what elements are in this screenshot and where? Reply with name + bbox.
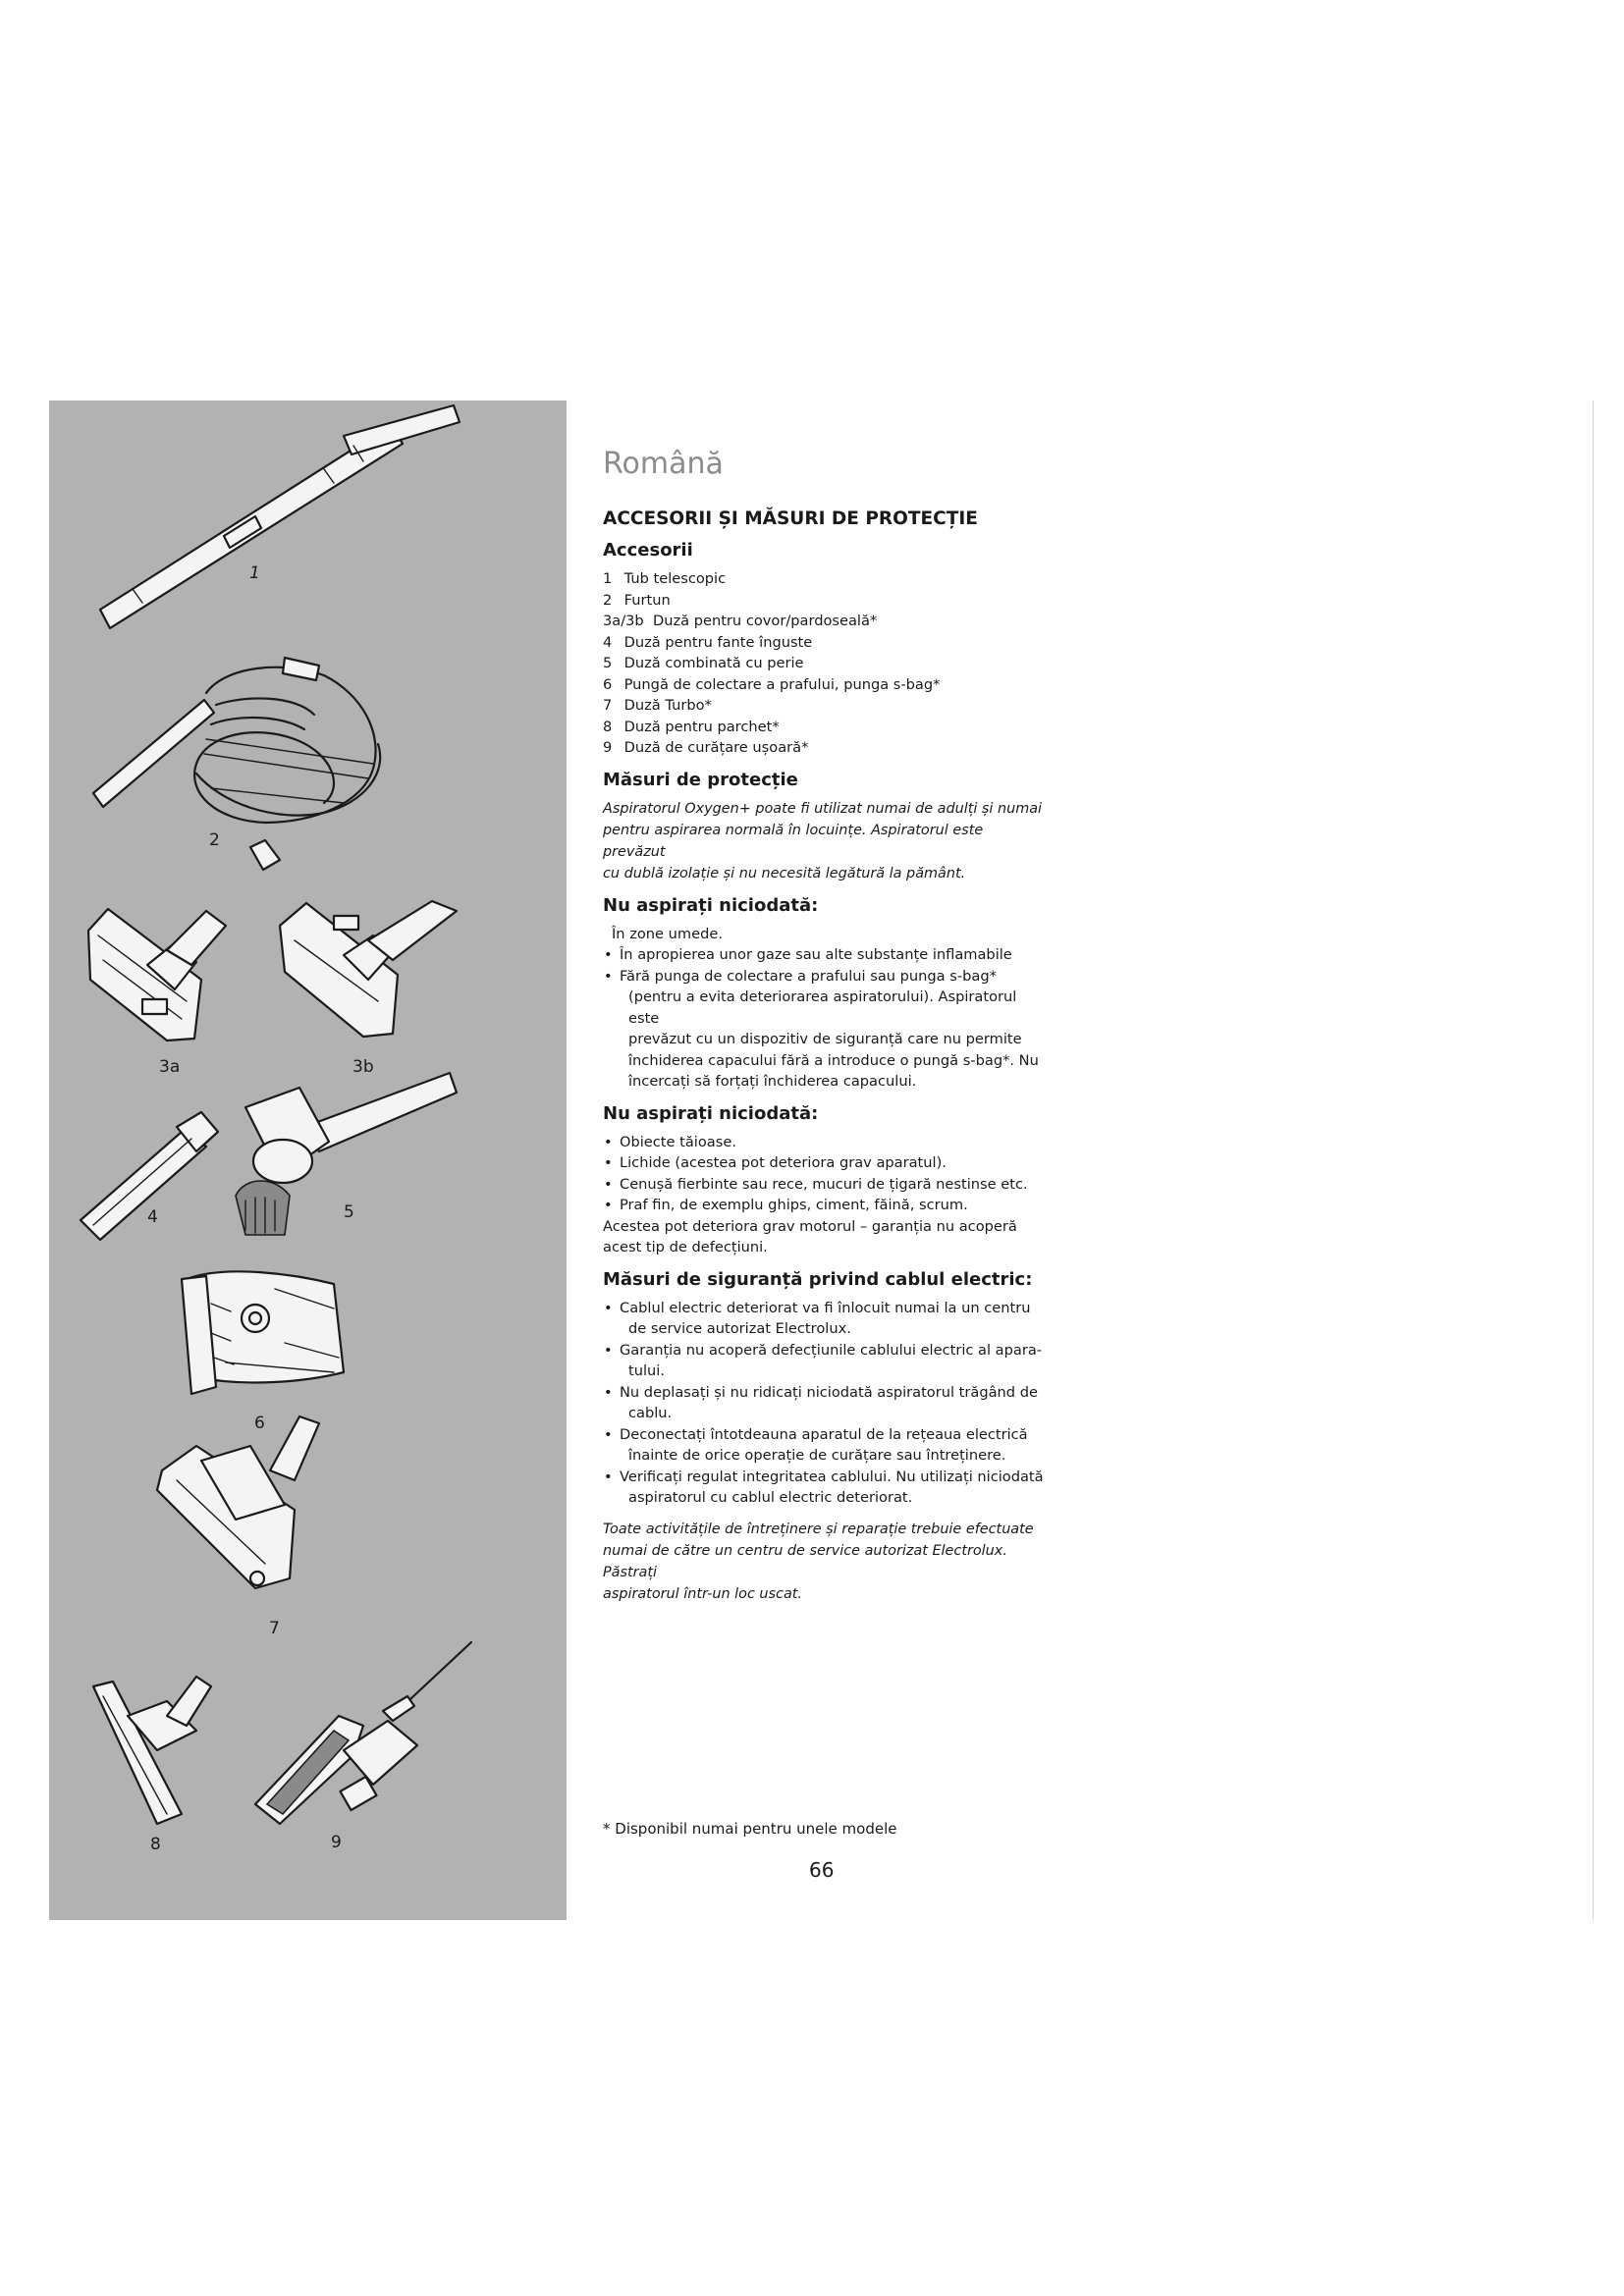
figure-label-6: 6 — [254, 1414, 265, 1433]
accessory-item: 3a/3b Duză pentru covor/pardoseală* — [603, 613, 878, 629]
page-number: 66 — [809, 1858, 835, 1882]
accessory-item: 2 Furtun — [603, 591, 671, 609]
list-item: • Fără punga de colectare a prafului sau punga s-bag* (pentru a evita deteriorarea aspiratorului). Aspiratorul este prevăzut cu un dispozitiv de siguranță care nu permite închiderea capacului fără a introduce o pungă s-bag*. Nu încercați să forțați închiderea capacului. — [603, 966, 1045, 1093]
accessory-item: 7 Duză Turbo* — [603, 697, 712, 714]
figure-label-5: 5 — [344, 1202, 354, 1222]
accessory-item: 6 Pungă de colectare a prafului, punga s-bag* — [603, 675, 941, 693]
never-intro: În zone umede. — [612, 925, 723, 942]
accessory-item: 4 Duză pentru fante înguste — [603, 633, 813, 651]
figure-label-8: 8 — [150, 1835, 161, 1854]
list-item: • Garanția nu acoperă defecțiunile cablului electric al apara- tului. — [603, 1340, 1045, 1382]
easy-clean-nozzle-drawing — [255, 1642, 471, 1824]
figure-label-3a: 3a — [159, 1057, 181, 1077]
accessory-item: 8 Duză pentru parchet* — [603, 718, 780, 735]
language-title: Română — [603, 447, 724, 481]
list-item: • Deconectați întotdeauna aparatul de la rețeaua electrică înainte de orice operație de curățare sau întreținere. — [603, 1424, 1045, 1467]
never-after-text: Acestea pot deteriora grav motorul – garanția nu acoperă acest tip de defecțiuni. — [603, 1217, 1017, 1255]
manual-text-column — [603, 447, 1045, 1615]
main-heading: ACCESORII ȘI MĂSURI DE PROTECȚIE — [603, 508, 978, 529]
accessory-item: 9 Duză de curățare ușoară* — [603, 739, 809, 756]
accessories-list — [603, 568, 1045, 759]
figure-label-7: 7 — [269, 1619, 280, 1638]
list-item: • În apropierea unor gaze sau alte substanțe inflamabile — [603, 944, 1045, 966]
figure-label-1: 1 — [249, 563, 260, 583]
never-list-2 — [603, 1132, 1045, 1216]
closing-note: Toate activitățile de întreținere și reparație trebuie efectuate numai de către un centru de service autorizat Electrolux. Păstrați aspiratorul într-un loc uscat. — [603, 1521, 1034, 1602]
telescopic-tube-drawing — [100, 405, 460, 628]
floor-nozzle-3a-drawing — [88, 909, 226, 1041]
list-item: • Cablul electric deteriorat va fi înlocuit numai la un centru de service autorizat Electrolux. — [603, 1298, 1045, 1340]
page-edge-rule — [1593, 400, 1594, 1920]
list-item: • Nu deplasați și nu ridicați niciodată aspiratorul trăgând de cablu. — [603, 1382, 1045, 1424]
protection-text: Aspiratorul Oxygen+ poate fi utilizat numai de adulți și numai pentru aspirarea normală în locuințe. Aspiratorul este prevăzut cu dublă izolație și nu necesită legătură la pământ. — [603, 800, 1043, 881]
list-item: • Praf fin, de exemplu ghips, ciment, făină, scrum. — [603, 1195, 1045, 1216]
parquet-nozzle-drawing — [93, 1677, 211, 1824]
list-item: • Lichide (acestea pot deteriora grav aparatul). — [603, 1152, 1045, 1174]
accessory-item: 5 Duză combinată cu perie — [603, 655, 804, 671]
never-heading-2: Nu aspirați niciodată: — [603, 1102, 819, 1124]
floor-nozzle-3b-drawing — [280, 901, 457, 1037]
never-list-1 — [603, 944, 1045, 1093]
list-item: • Cenușă fierbinte sau rece, mucuri de țigară nestinse etc. — [603, 1174, 1045, 1196]
list-item: • Obiecte tăioase. — [603, 1132, 1045, 1153]
footnote: * Disponibil numai pentru unele modele — [603, 1820, 897, 1838]
protection-heading: Măsuri de protecție — [603, 769, 798, 790]
figure-label-4: 4 — [147, 1207, 158, 1227]
figure-label-9: 9 — [331, 1833, 342, 1852]
figure-label-3b: 3b — [352, 1057, 374, 1077]
accessory-item: 1 Tub telescopic — [603, 570, 727, 587]
turbo-nozzle-drawing — [157, 1416, 319, 1588]
accessories-illustration — [49, 400, 567, 1920]
cable-list — [603, 1298, 1045, 1509]
figure-label-2: 2 — [209, 830, 220, 850]
list-item: • Verificați regulat integritatea cablului. Nu utilizați niciodată aspiratorul cu cablul electric deteriorat. — [603, 1467, 1045, 1509]
dust-bag-drawing — [182, 1271, 344, 1394]
never-heading-1: Nu aspirați niciodată: — [603, 894, 819, 916]
accessories-illustration-panel — [49, 400, 567, 1920]
cable-heading: Măsuri de siguranță privind cablul electric: — [603, 1268, 1033, 1290]
hose-drawing — [93, 658, 380, 870]
accessories-heading: Accesorii — [603, 540, 693, 561]
